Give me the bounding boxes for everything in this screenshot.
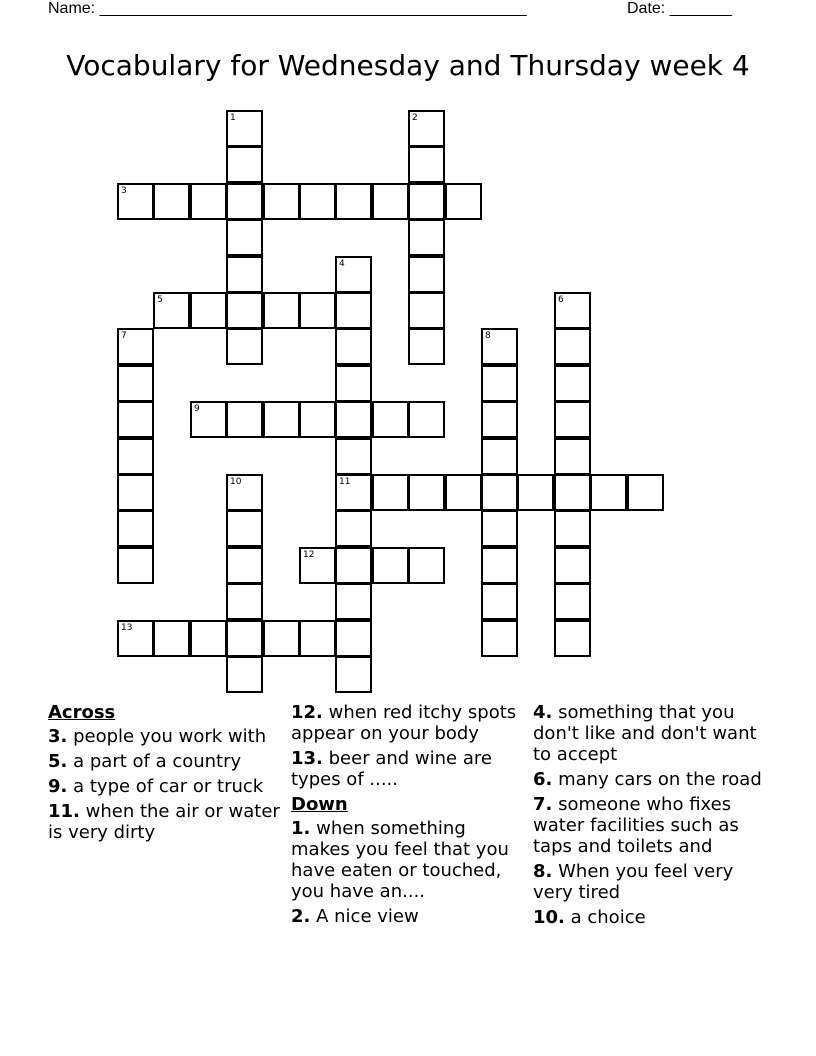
clue-number-label: 11 <box>339 477 351 487</box>
grid-cell[interactable] <box>190 401 227 438</box>
clue-number: 4. <box>533 702 553 723</box>
grid-cell[interactable] <box>481 547 518 584</box>
name-field-label: Name: ________________________________________________ <box>48 0 527 17</box>
grid-cell[interactable] <box>117 183 154 220</box>
grid-cell[interactable] <box>481 328 518 365</box>
clue-number: 7. <box>533 794 553 815</box>
clue-number-label: 2 <box>412 113 418 123</box>
grid-cell[interactable] <box>263 183 300 220</box>
clue-down-1 <box>291 818 527 902</box>
clue-down-4 <box>533 702 773 765</box>
grid-cell[interactable] <box>408 110 445 147</box>
clue-across-13 <box>291 748 527 790</box>
clue-text: beer and wine are types of ..... <box>291 748 492 790</box>
grid-cell[interactable] <box>299 620 336 657</box>
grid-cell[interactable] <box>153 183 190 220</box>
clue-text: a type of car or truck <box>73 776 264 797</box>
grid-cell[interactable] <box>554 365 591 402</box>
grid-cell[interactable] <box>372 401 409 438</box>
grid-cell[interactable] <box>554 292 591 329</box>
grid-cell[interactable] <box>372 547 409 584</box>
clue-text: a choice <box>570 907 646 928</box>
clue-number-label: 8 <box>485 331 491 341</box>
clue-down-8 <box>533 861 773 903</box>
grid-cell[interactable] <box>408 328 445 365</box>
clue-number-label: 9 <box>194 404 200 414</box>
grid-cell[interactable] <box>408 219 445 256</box>
clue-text: A nice view <box>316 906 419 927</box>
grid-cell[interactable] <box>226 510 263 547</box>
grid-cell[interactable] <box>335 583 372 620</box>
grid-cell[interactable] <box>263 292 300 329</box>
grid-cell[interactable] <box>263 401 300 438</box>
grid-cell[interactable] <box>372 183 409 220</box>
clue-across-5 <box>48 751 280 772</box>
grid-cell[interactable] <box>335 365 372 402</box>
grid-cell[interactable] <box>226 110 263 147</box>
grid-cell[interactable] <box>190 183 227 220</box>
grid-cell[interactable] <box>117 365 154 402</box>
grid-cell[interactable] <box>226 328 263 365</box>
grid-cell[interactable] <box>481 401 518 438</box>
grid-cell[interactable] <box>408 292 445 329</box>
grid-cell[interactable] <box>627 474 664 511</box>
clue-number-label: 6 <box>558 295 564 305</box>
clue-across-9 <box>48 776 280 797</box>
clue-text: someone who fixes water facilities such as taps and toilets and <box>533 794 739 857</box>
grid-cell[interactable] <box>408 183 445 220</box>
grid-cell[interactable] <box>554 328 591 365</box>
clue-number: 10. <box>533 907 565 928</box>
clue-text: When you feel very very tired <box>533 861 734 903</box>
clue-down-2 <box>291 906 527 927</box>
grid-cell[interactable] <box>226 474 263 511</box>
clue-text: many cars on the road <box>558 769 762 790</box>
grid-cell[interactable] <box>190 292 227 329</box>
grid-cell[interactable] <box>226 656 263 693</box>
clue-number: 9. <box>48 776 68 797</box>
grid-cell[interactable] <box>408 146 445 183</box>
grid-cell[interactable] <box>226 583 263 620</box>
clue-number: 6. <box>533 769 553 790</box>
clue-down-6 <box>533 769 773 790</box>
grid-cell[interactable] <box>481 583 518 620</box>
clue-text: when the air or water is very dirty <box>48 801 280 843</box>
grid-cell[interactable] <box>554 547 591 584</box>
clue-down-7 <box>533 794 773 857</box>
clue-text: people you work with <box>73 726 267 747</box>
grid-cell[interactable] <box>335 183 372 220</box>
clue-down-10 <box>533 907 773 928</box>
clue-number-label: 4 <box>339 259 345 269</box>
clue-across-12 <box>291 702 527 744</box>
grid-cell[interactable] <box>117 547 154 584</box>
clue-number: 12. <box>291 702 323 723</box>
clue-number: 3. <box>48 726 68 747</box>
grid-cell[interactable] <box>481 365 518 402</box>
grid-cell[interactable] <box>299 183 336 220</box>
grid-cell[interactable] <box>335 620 372 657</box>
grid-cell[interactable] <box>481 620 518 657</box>
clue-text: when red itchy spots appear on your body <box>291 702 517 744</box>
clue-text: a part of a country <box>73 751 242 772</box>
grid-cell[interactable] <box>408 547 445 584</box>
clues-column-3 <box>533 702 773 932</box>
grid-cell[interactable] <box>335 547 372 584</box>
grid-cell[interactable] <box>226 401 263 438</box>
grid-cell[interactable] <box>445 474 482 511</box>
grid-cell[interactable] <box>117 620 154 657</box>
grid-cell[interactable] <box>117 438 154 475</box>
grid-cell[interactable] <box>299 547 336 584</box>
clue-number: 8. <box>533 861 553 882</box>
grid-cell[interactable] <box>226 547 263 584</box>
grid-cell[interactable] <box>263 620 300 657</box>
across-heading: Across <box>48 702 116 723</box>
clue-across-3 <box>48 726 280 747</box>
clue-number: 5. <box>48 751 68 772</box>
grid-cell[interactable] <box>299 292 336 329</box>
grid-cell[interactable] <box>117 510 154 547</box>
grid-cell[interactable] <box>554 620 591 657</box>
grid-cell[interactable] <box>481 474 518 511</box>
grid-cell[interactable] <box>190 620 227 657</box>
grid-cell[interactable] <box>226 146 263 183</box>
date-field-label: Date: _______ <box>627 0 732 17</box>
clue-across-11 <box>48 801 280 843</box>
clue-number-label: 5 <box>157 295 163 305</box>
grid-cell[interactable] <box>335 328 372 365</box>
grid-cell[interactable] <box>408 256 445 293</box>
clues-column-1 <box>48 702 280 847</box>
grid-cell[interactable] <box>226 620 263 657</box>
grid-cell[interactable] <box>554 401 591 438</box>
grid-cell[interactable] <box>153 620 190 657</box>
grid-cell[interactable] <box>554 510 591 547</box>
clue-number: 11. <box>48 801 80 822</box>
grid-cell[interactable] <box>117 328 154 365</box>
grid-cell[interactable] <box>590 474 627 511</box>
grid-cell[interactable] <box>335 438 372 475</box>
clue-number-label: 3 <box>121 186 127 196</box>
grid-cell[interactable] <box>335 401 372 438</box>
grid-cell[interactable] <box>335 510 372 547</box>
grid-cell[interactable] <box>226 183 263 220</box>
grid-cell[interactable] <box>445 183 482 220</box>
grid-cell[interactable] <box>335 256 372 293</box>
grid-cell[interactable] <box>226 292 263 329</box>
grid-cell[interactable] <box>335 292 372 329</box>
clue-number-label: 7 <box>121 331 127 341</box>
grid-cell[interactable] <box>517 474 554 511</box>
grid-cell[interactable] <box>554 474 591 511</box>
clue-text: something that you don't like and don't want to accept <box>533 702 757 765</box>
grid-cell[interactable] <box>335 474 372 511</box>
grid-cell[interactable] <box>117 474 154 511</box>
grid-cell[interactable] <box>226 219 263 256</box>
page-title: Vocabulary for Wednesday and Thursday week 4 <box>66 49 750 82</box>
grid-cell[interactable] <box>481 438 518 475</box>
grid-cell[interactable] <box>335 656 372 693</box>
clue-number-label: 10 <box>230 477 242 487</box>
grid-cell[interactable] <box>554 583 591 620</box>
grid-cell[interactable] <box>481 510 518 547</box>
clue-text: when something makes you feel that you have eaten or touched, you have an.... <box>291 818 509 902</box>
grid-cell[interactable] <box>408 401 445 438</box>
grid-cell[interactable] <box>554 438 591 475</box>
clues-column-2 <box>291 702 527 931</box>
clue-number-label: 1 <box>230 113 236 123</box>
clue-number: 13. <box>291 748 323 769</box>
clue-number: 2. <box>291 906 311 927</box>
clue-number-label: 12 <box>303 550 315 560</box>
grid-cell[interactable] <box>226 256 263 293</box>
grid-cell[interactable] <box>299 401 336 438</box>
grid-cell[interactable] <box>408 474 445 511</box>
clue-number: 1. <box>291 818 311 839</box>
down-heading: Down <box>291 794 348 815</box>
grid-cell[interactable] <box>153 292 190 329</box>
grid-cell[interactable] <box>117 401 154 438</box>
grid-cell[interactable] <box>372 474 409 511</box>
clue-number-label: 13 <box>121 623 133 633</box>
